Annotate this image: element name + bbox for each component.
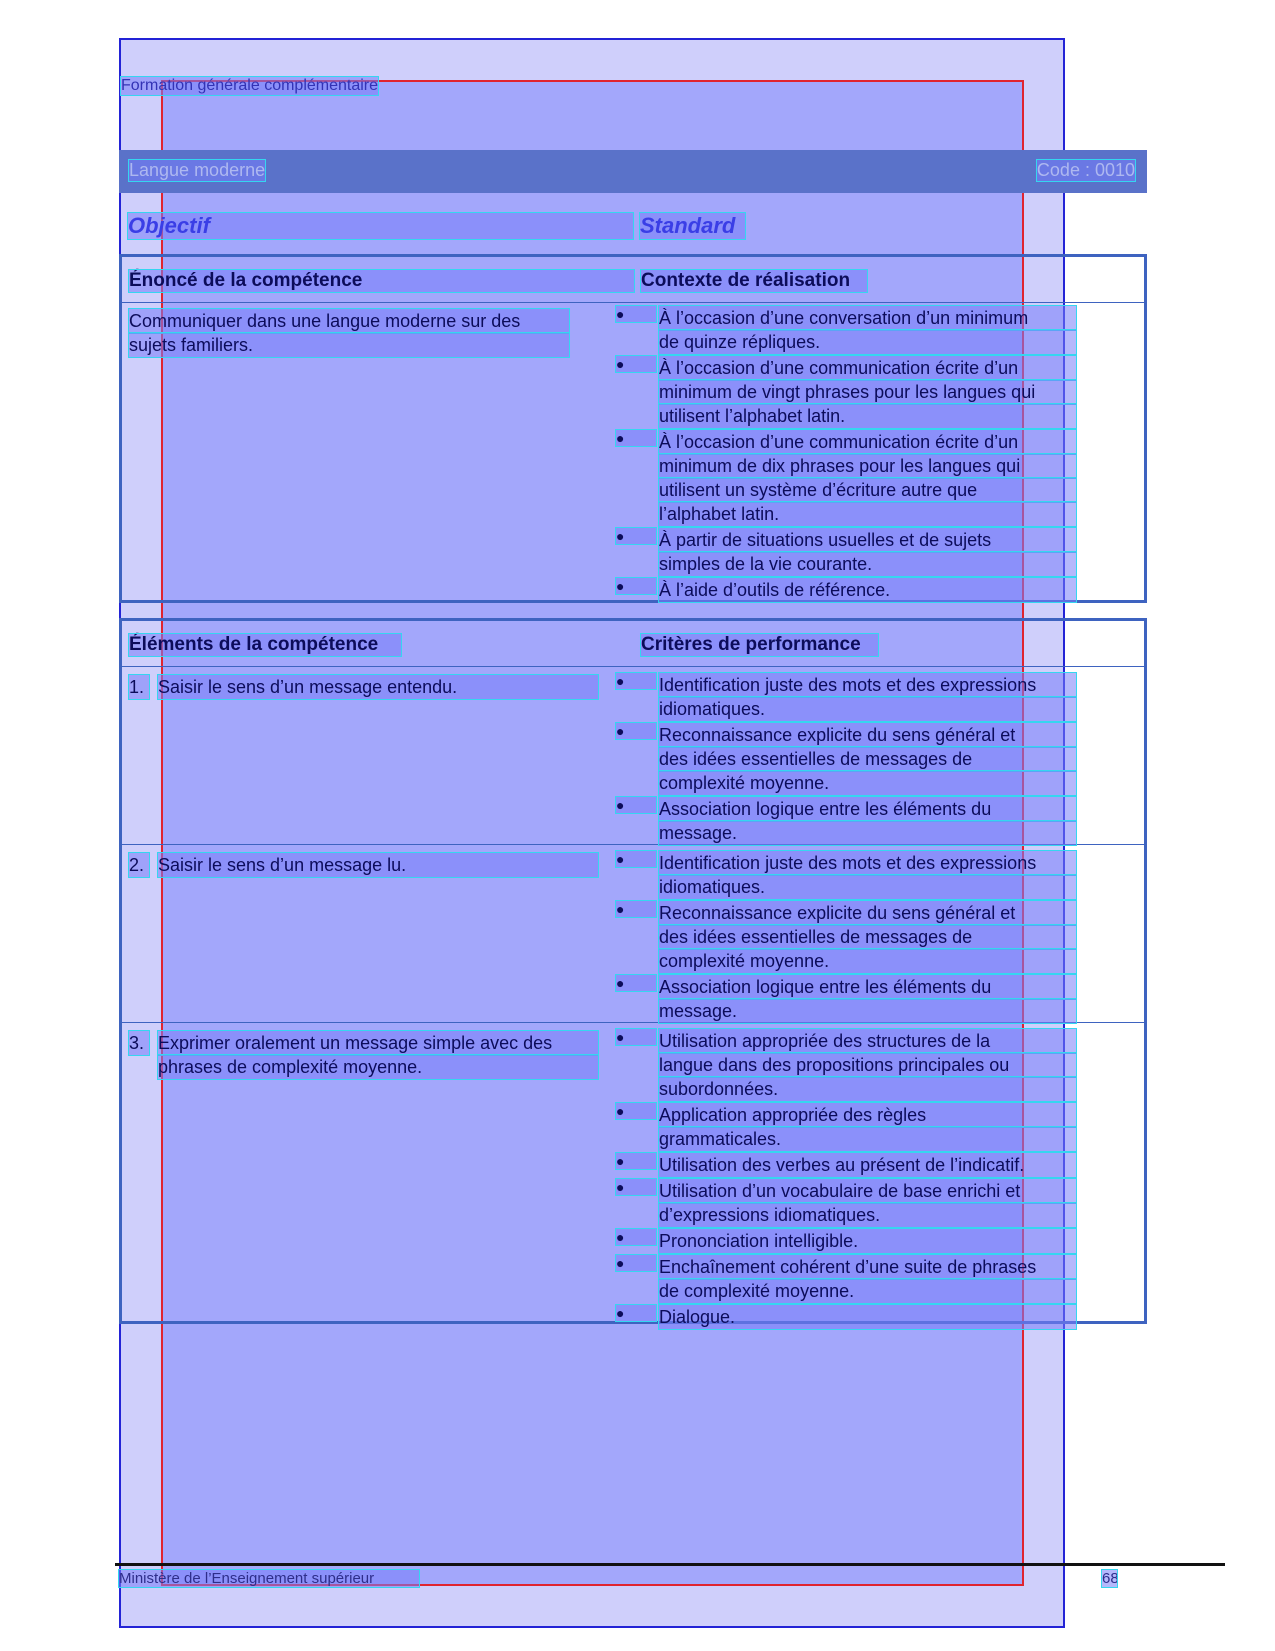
criterion-line: Utilisation appropriée des structures de la: [659, 1029, 1076, 1053]
element-line: phrases de complexité moyenne.: [158, 1055, 598, 1079]
bullet-icon: ●: [616, 1029, 656, 1045]
competence-statement-box: [119, 254, 1147, 603]
bullet-icon: ●: [616, 430, 656, 446]
criterion-line: Reconnaissance explicite du sens général et: [659, 901, 1076, 925]
bullet-icon: ●: [616, 306, 656, 322]
criterion-line: de complexité moyenne.: [659, 1279, 1076, 1303]
element-line: Saisir le sens d’un message lu.: [158, 853, 598, 877]
bullet-icon: ●: [616, 1153, 656, 1169]
criterion-line: grammaticales.: [659, 1127, 1076, 1151]
bullet-icon: ●: [616, 1229, 656, 1245]
criterion-line: Application appropriée des règles: [659, 1103, 1076, 1127]
criterion-line: Identification juste des mots et des expressions: [659, 673, 1076, 697]
bullet-icon: ●: [616, 1305, 656, 1321]
criterion-line: Utilisation d’un vocabulaire de base enrichi et: [659, 1179, 1076, 1203]
page-number: 68: [1102, 1570, 1119, 1587]
context-line: l’alphabet latin.: [659, 502, 1076, 526]
context-line: minimum de vingt phrases pour les langues qui: [659, 380, 1076, 404]
footer-ministry: Ministère de l’Enseignement supérieur: [119, 1570, 419, 1587]
criterion-line: Identification juste des mots et des expressions: [659, 851, 1076, 875]
context-line: À l’aide d’outils de référence.: [659, 578, 1076, 602]
standard-label: Standard: [640, 213, 745, 239]
objectif-label: Objectif: [128, 213, 633, 239]
bullet-icon: ●: [616, 851, 656, 867]
footer-rule: [115, 1563, 1225, 1566]
criterion-line: langue dans des propositions principales ou: [659, 1053, 1076, 1077]
bullet-icon: ●: [616, 673, 656, 689]
criterion-line: Reconnaissance explicite du sens général et: [659, 723, 1076, 747]
element-number: 1.: [129, 675, 149, 699]
criterion-line: idiomatiques.: [659, 697, 1076, 721]
criterion-line: subordonnées.: [659, 1077, 1076, 1101]
bullet-icon: ●: [616, 1255, 656, 1271]
context-line: À partir de situations usuelles et de sujets: [659, 528, 1076, 552]
context-line: de quinze répliques.: [659, 330, 1076, 354]
context-line: À l’occasion d’une conversation d’un minimum: [659, 306, 1076, 330]
element-line: Exprimer oralement un message simple avec des: [158, 1031, 598, 1055]
bullet-icon: ●: [616, 901, 656, 917]
bar-title: Langue moderne: [129, 160, 266, 180]
bullet-icon: ●: [616, 975, 656, 991]
running-head: Formation générale complémentaire: [121, 77, 379, 94]
bullet-icon: ●: [616, 1179, 656, 1195]
statement-line: sujets familiers.: [129, 333, 569, 357]
criterion-line: message.: [659, 821, 1076, 845]
title-bar: [119, 150, 1147, 193]
statement-header: Énoncé de la compétence: [129, 270, 634, 292]
elements-criteria-box: [119, 618, 1147, 1327]
context-line: utilisent l’alphabet latin.: [659, 404, 1076, 428]
bullet-icon: ●: [616, 797, 656, 813]
bullet-icon: ●: [616, 528, 656, 544]
context-line: À l’occasion d’une communication écrite d’un: [659, 430, 1076, 454]
criterion-line: message.: [659, 999, 1076, 1023]
bullet-icon: ●: [616, 723, 656, 739]
elements-header: Éléments de la compétence: [129, 634, 401, 656]
statement-line: Communiquer dans une langue moderne sur des: [129, 309, 569, 333]
criterion-line: Utilisation des verbes au présent de l’indicatif.: [659, 1153, 1076, 1177]
context-header: Contexte de réalisation: [641, 270, 867, 292]
header-divider: [122, 302, 1144, 303]
bullet-icon: ●: [616, 356, 656, 372]
criterion-line: des idées essentielles de messages de: [659, 925, 1076, 949]
criterion-line: complexité moyenne.: [659, 949, 1076, 973]
element-number: 3.: [129, 1031, 149, 1055]
context-line: À l’occasion d’une communication écrite d’un: [659, 356, 1076, 380]
criterion-line: Prononciation intelligible.: [659, 1229, 1076, 1253]
element-number: 2.: [129, 853, 149, 877]
criterion-line: idiomatiques.: [659, 875, 1076, 899]
bullet-icon: ●: [616, 1103, 656, 1119]
criterion-line: Enchaînement cohérent d’une suite de phrases: [659, 1255, 1076, 1279]
context-line: simples de la vie courante.: [659, 552, 1076, 576]
criterion-line: d’expressions idiomatiques.: [659, 1203, 1076, 1227]
context-line: minimum de dix phrases pour les langues qui: [659, 454, 1076, 478]
criterion-line: Association logique entre les éléments du: [659, 797, 1076, 821]
criterion-line: des idées essentielles de messages de: [659, 747, 1076, 771]
header-divider: [122, 666, 1144, 667]
bullet-icon: ●: [616, 578, 656, 594]
criterion-line: Dialogue.: [659, 1305, 1076, 1329]
context-line: utilisent un système d’écriture autre que: [659, 478, 1076, 502]
element-line: Saisir le sens d’un message entendu.: [158, 675, 598, 699]
bar-code: Code : 0010: [1036, 160, 1135, 180]
criteria-header: Critères de performance: [641, 634, 878, 656]
criterion-line: Association logique entre les éléments du: [659, 975, 1076, 999]
criterion-line: complexité moyenne.: [659, 771, 1076, 795]
